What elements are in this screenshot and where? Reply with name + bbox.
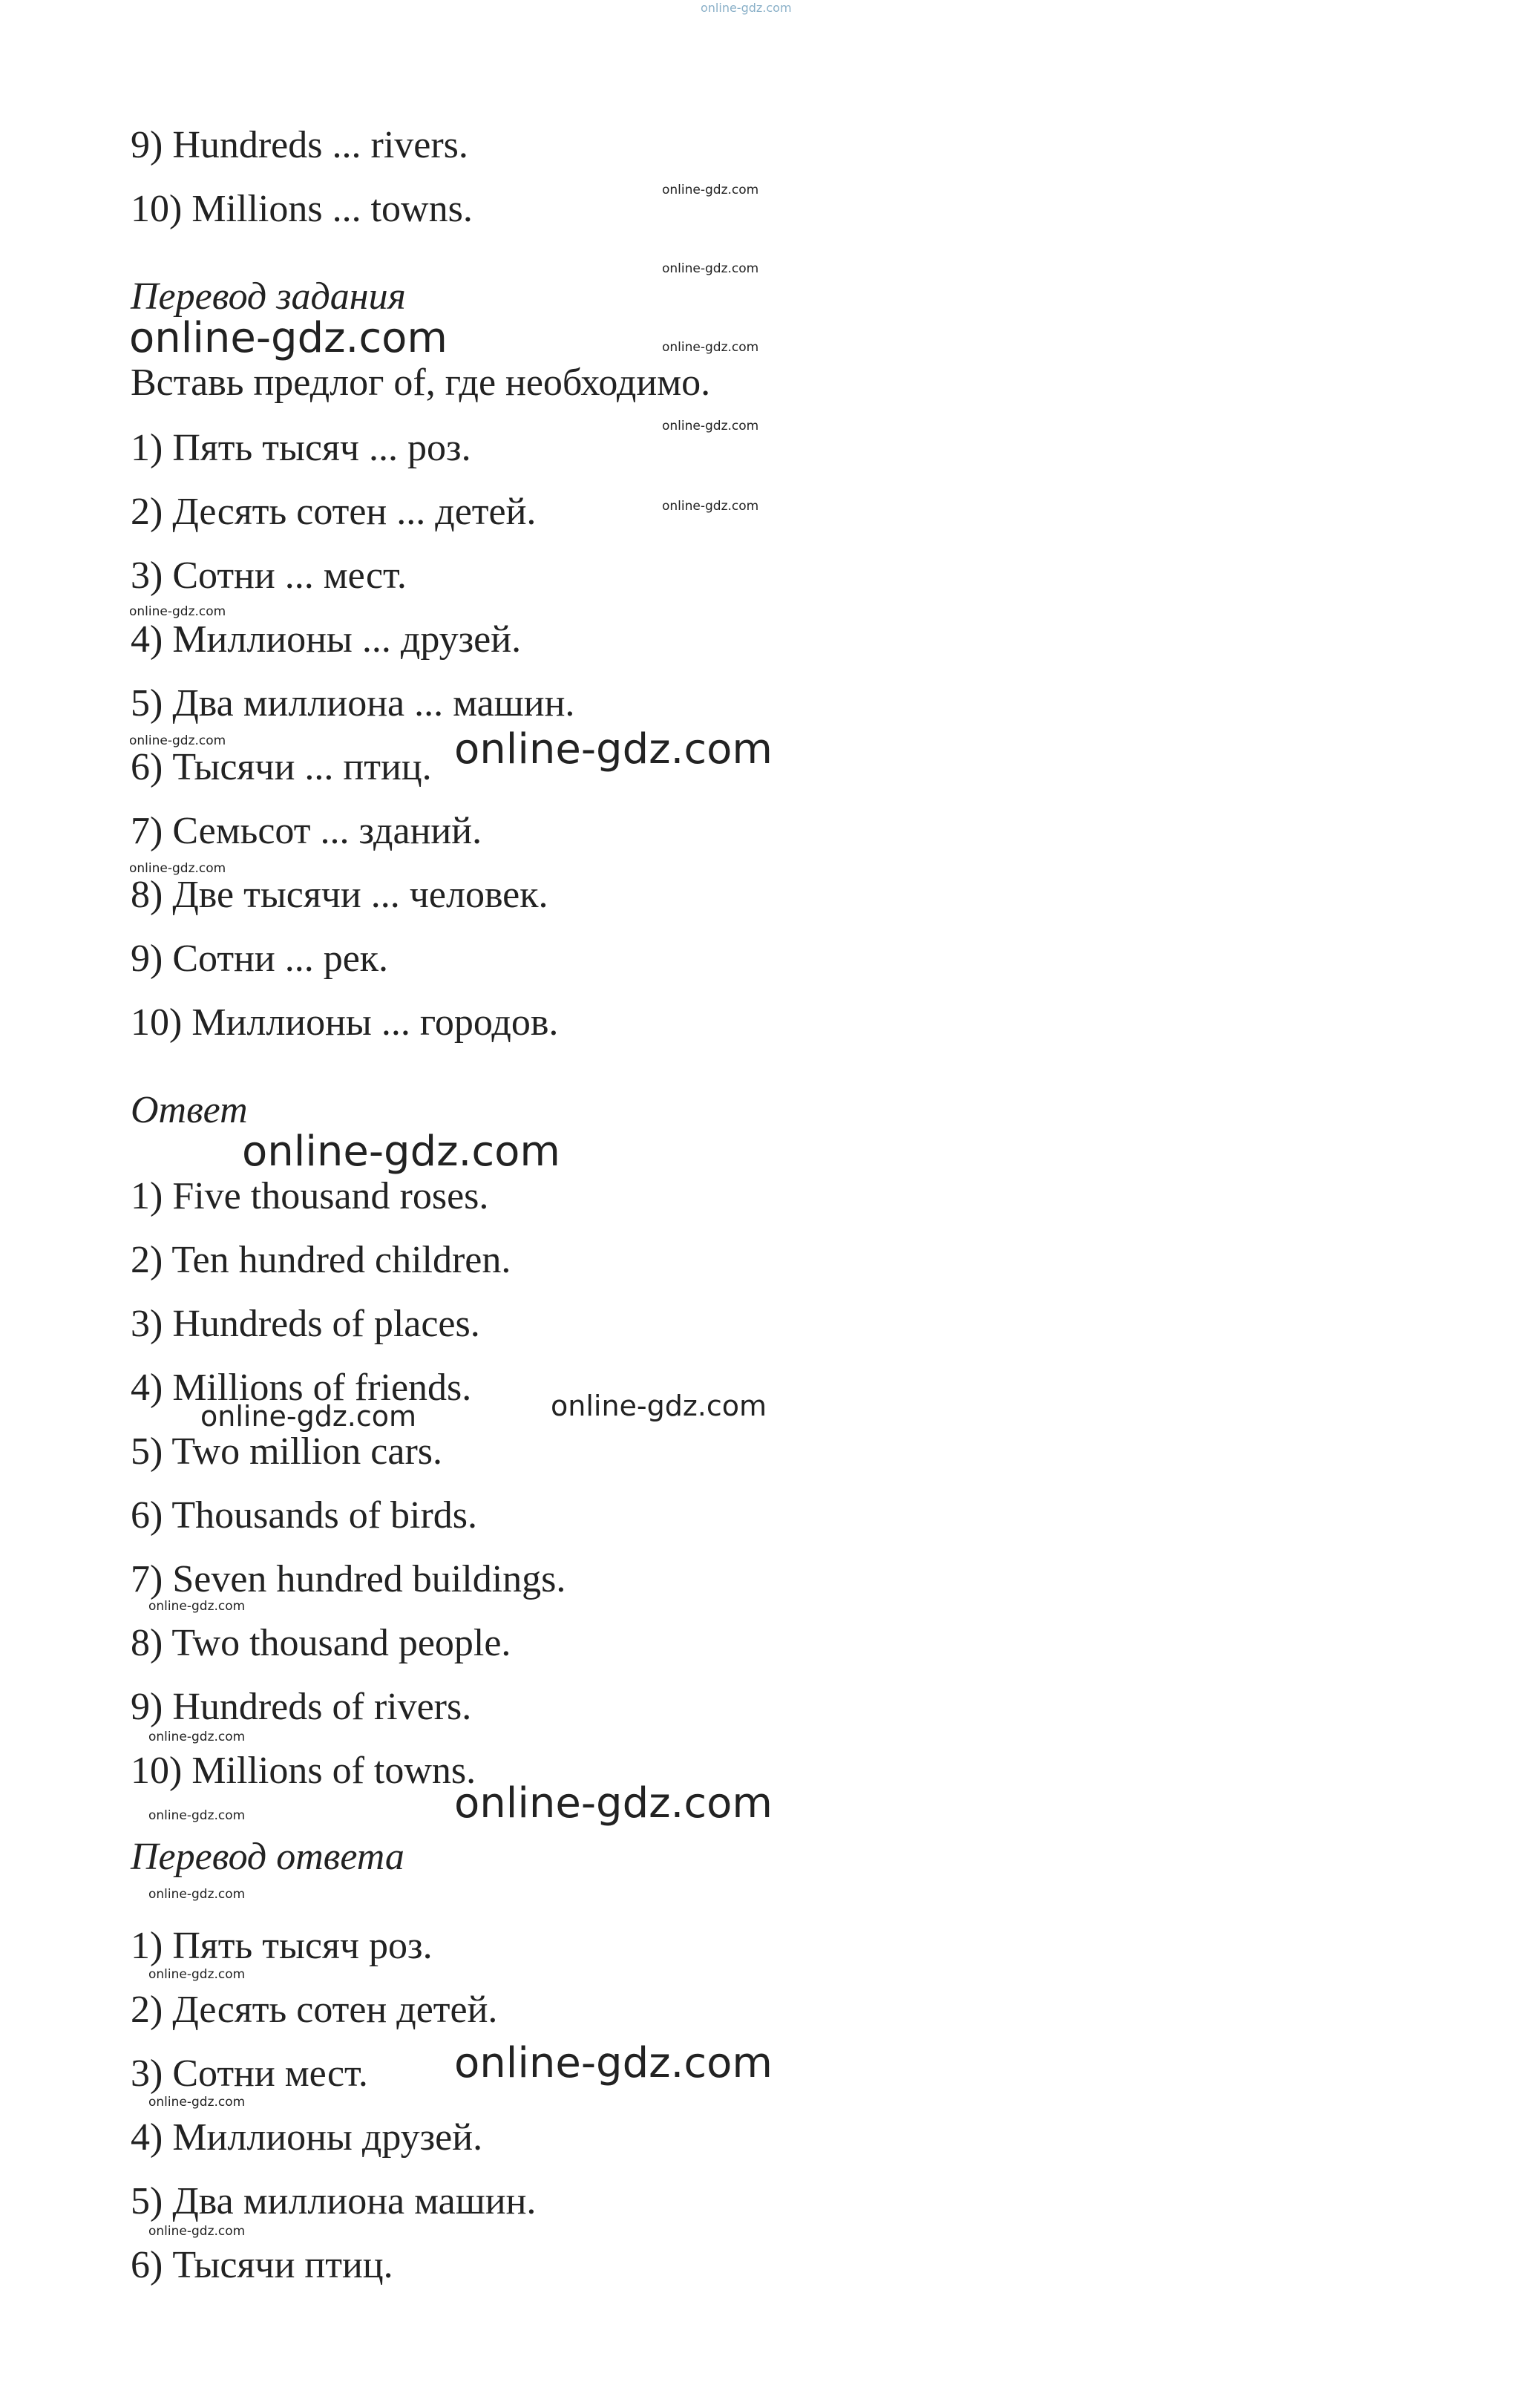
answer-heading: Ответ (131, 1089, 248, 1131)
watermark-small: online-gdz.com (129, 733, 226, 748)
watermark-medium: online-gdz.com (551, 1390, 767, 1422)
translation-item: 8) Две тысячи ... человек. (131, 874, 548, 916)
answer-item: 10) Millions of towns. (131, 1750, 476, 1792)
watermark-large: online-gdz.com (454, 1779, 773, 1828)
watermark-small: online-gdz.com (148, 2224, 246, 2239)
translation-item: 9) Сотни ... рек. (131, 938, 389, 980)
translation-item: 3) Сотни ... мест. (131, 554, 407, 597)
watermark-small: online-gdz.com (148, 2095, 246, 2110)
answer-item: 5) Two million cars. (131, 1430, 443, 1473)
translation-item: 5) Два миллиона ... машин. (131, 682, 575, 724)
answer-item: 4) Millions of friends. (131, 1367, 472, 1409)
task-item: 9) Hundreds ... rivers. (131, 124, 468, 166)
answer-item: 8) Two thousand people. (131, 1622, 511, 1664)
translation-item: 1) Пять тысяч ... роз. (131, 427, 471, 469)
watermark-small: online-gdz.com (148, 1808, 246, 1823)
watermark-top: online-gdz.com (701, 1, 792, 15)
watermark-small: online-gdz.com (148, 1887, 246, 1902)
answer-translation-heading: Перевод ответа (131, 1836, 404, 1878)
translation-instruction: Вставь предлог of, где необходимо. (131, 361, 711, 404)
watermark-small: online-gdz.com (148, 1967, 246, 1982)
answer-translation-item: 6) Тысячи птиц. (131, 2244, 393, 2286)
translation-item: 6) Тысячи ... птиц. (131, 746, 432, 788)
watermark-small: online-gdz.com (662, 261, 759, 276)
task-item: 10) Millions ... towns. (131, 188, 473, 230)
answer-item: 2) Ten hundred children. (131, 1239, 511, 1281)
watermark-medium: online-gdz.com (200, 1400, 417, 1433)
watermark-small: online-gdz.com (662, 419, 759, 433)
translation-item: 7) Семьсот ... зданий. (131, 810, 482, 852)
watermark-small: online-gdz.com (129, 604, 226, 619)
translation-item: 10) Миллионы ... городов. (131, 1001, 559, 1044)
watermark-small: online-gdz.com (662, 499, 759, 514)
translation-heading: Перевод задания (131, 275, 406, 318)
watermark-large: online-gdz.com (129, 314, 448, 362)
watermark-small: online-gdz.com (148, 1730, 246, 1744)
answer-translation-item: 3) Сотни мест. (131, 2052, 368, 2095)
answer-translation-item: 1) Пять тысяч роз. (131, 1925, 433, 1967)
watermark-small: online-gdz.com (662, 340, 759, 355)
watermark-small: online-gdz.com (662, 183, 759, 197)
answer-translation-item: 4) Миллионы друзей. (131, 2116, 483, 2159)
watermark-small: online-gdz.com (129, 861, 226, 876)
watermark-small: online-gdz.com (148, 1599, 246, 1614)
answer-translation-item: 2) Десять сотен детей. (131, 1989, 498, 2031)
answer-item: 9) Hundreds of rivers. (131, 1686, 472, 1728)
answer-item: 1) Five thousand roses. (131, 1175, 489, 1217)
answer-item: 6) Thousands of birds. (131, 1494, 478, 1537)
watermark-large: online-gdz.com (242, 1128, 560, 1176)
watermark-large: online-gdz.com (454, 725, 773, 773)
watermark-large: online-gdz.com (454, 2039, 773, 2087)
translation-item: 4) Миллионы ... друзей. (131, 618, 522, 661)
answer-item: 3) Hundreds of places. (131, 1303, 480, 1345)
answer-item: 7) Seven hundred buildings. (131, 1558, 566, 1600)
translation-item: 2) Десять сотен ... детей. (131, 491, 537, 533)
answer-translation-item: 5) Два миллиона машин. (131, 2180, 537, 2222)
